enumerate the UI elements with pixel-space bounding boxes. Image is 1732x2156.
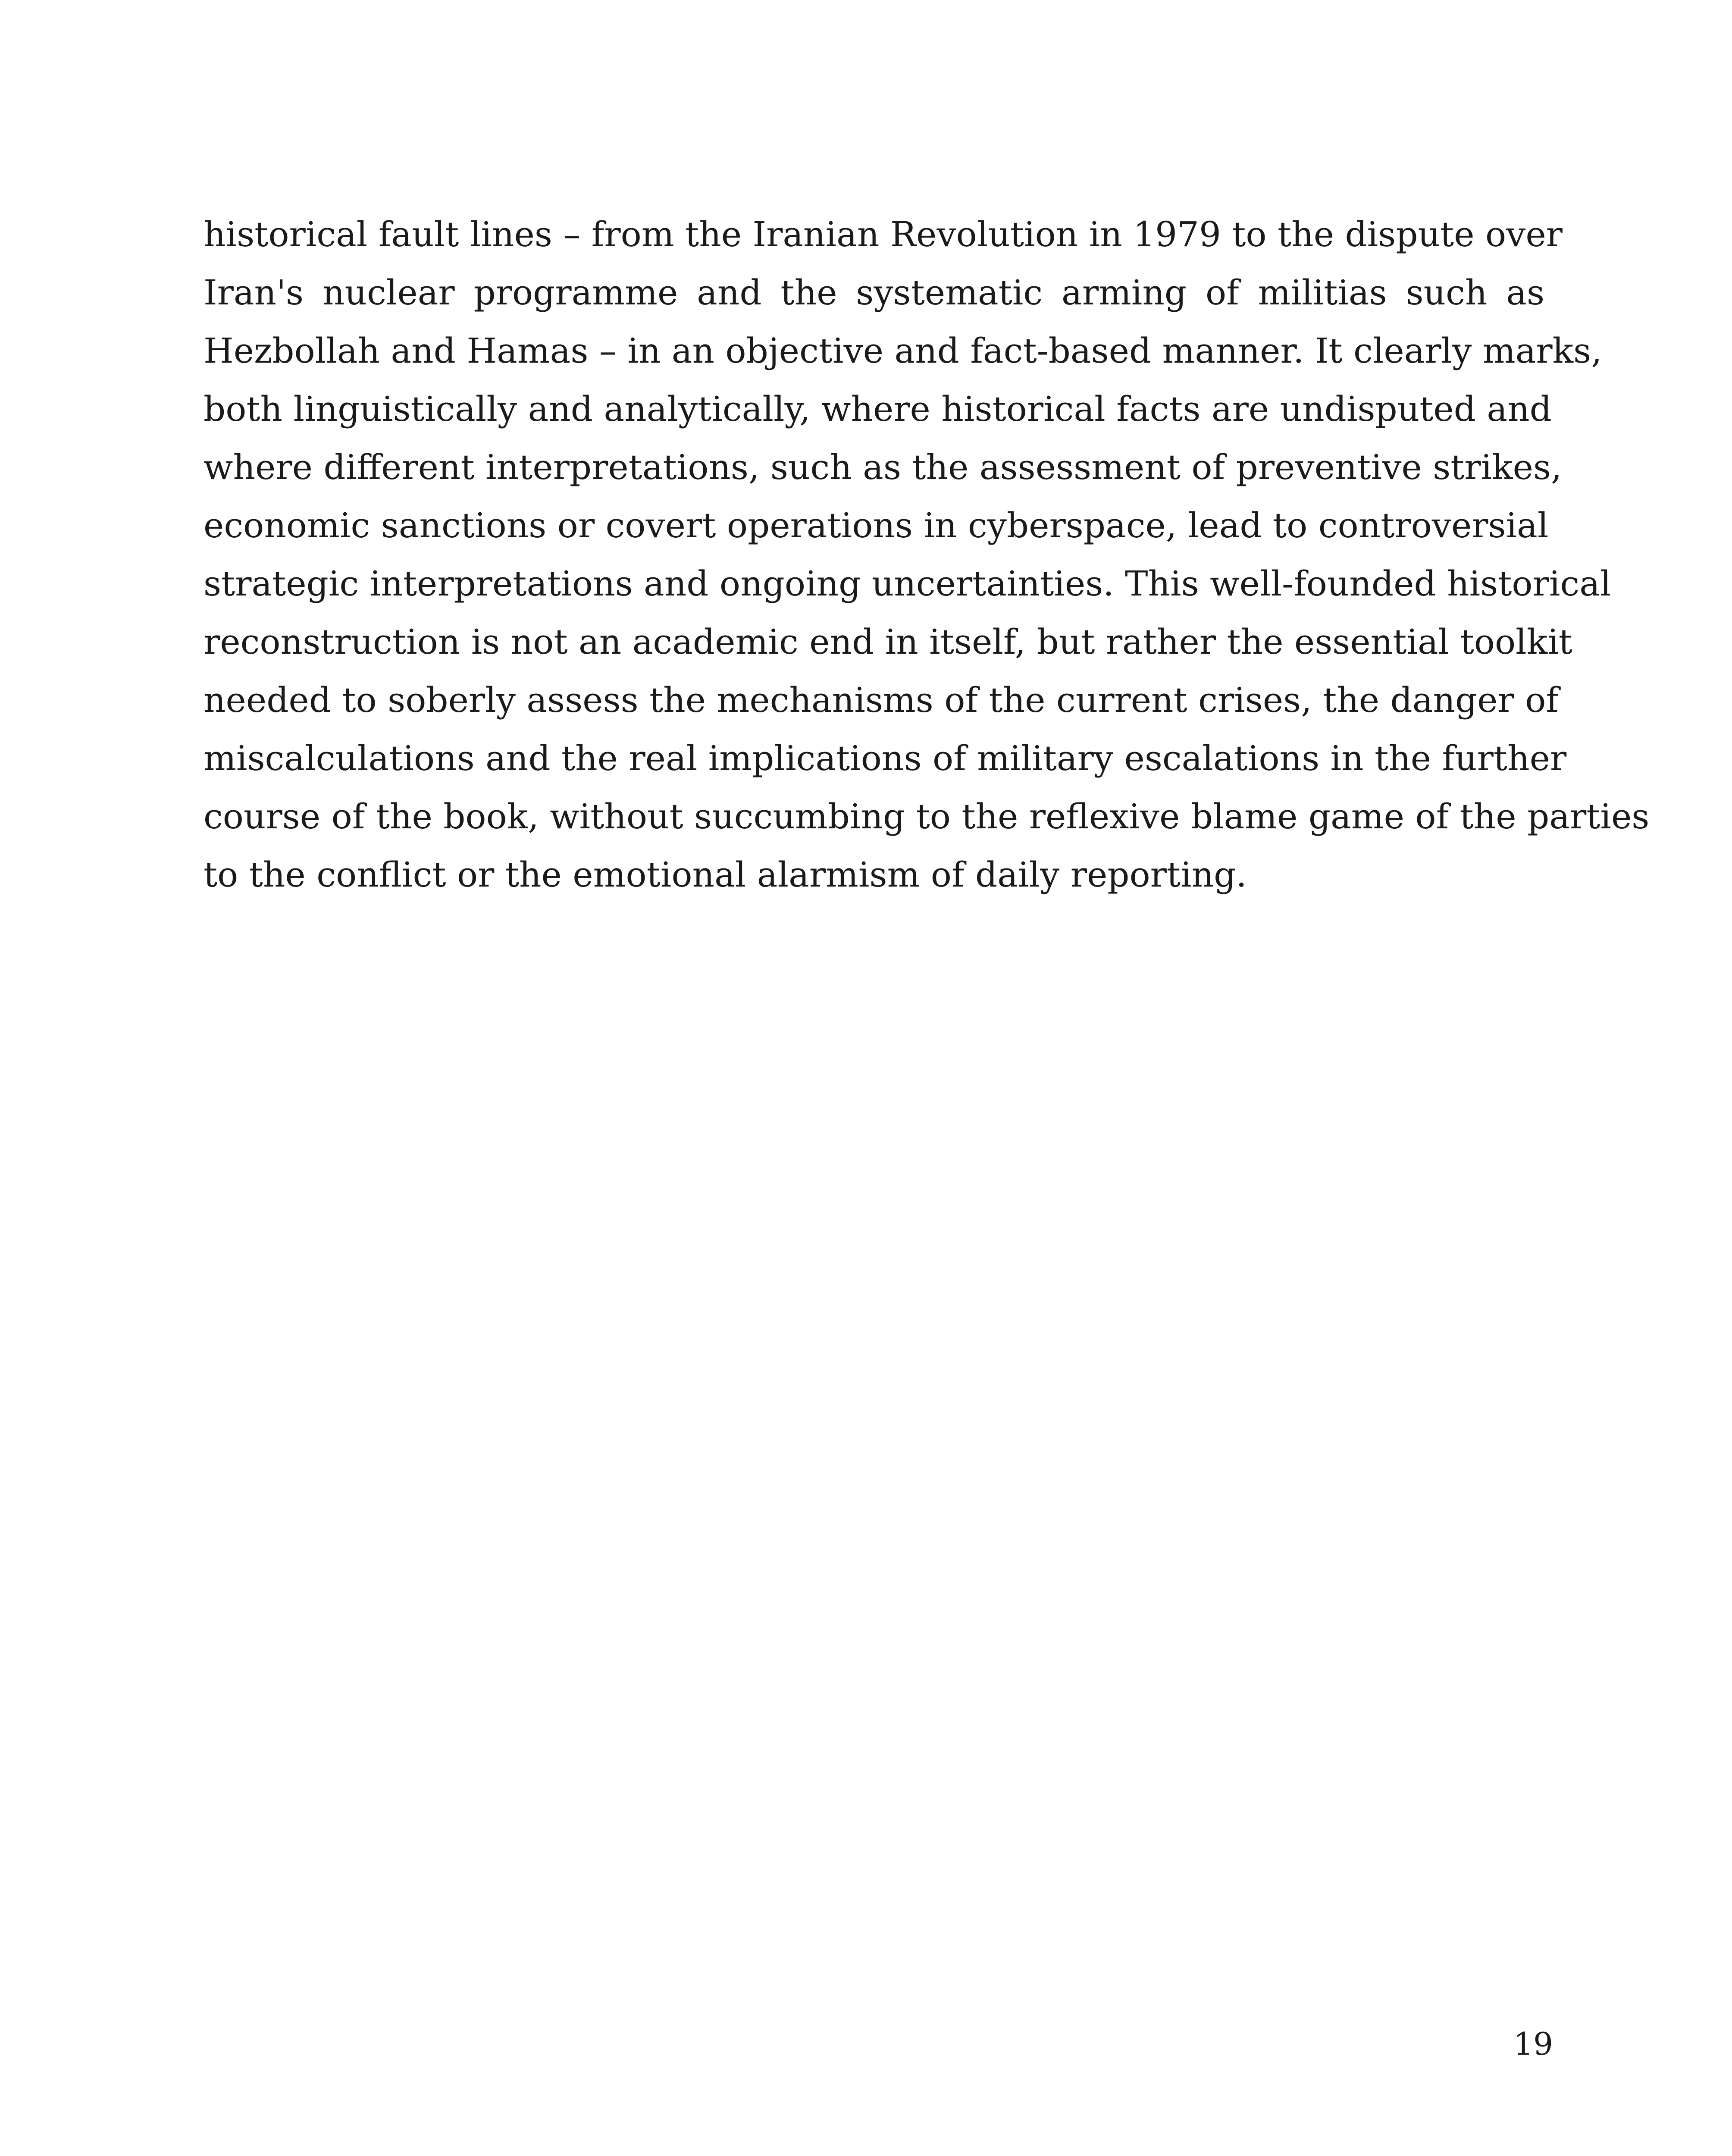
text-line: Hezbollah and Hamas – in an objective and fact-based manner. It clearly marks,	[204, 331, 1602, 371]
text-line: historical fault lines – from the Iranian Revolution in 1979 to the dispute over	[204, 214, 1563, 254]
page-number: 19	[1513, 2026, 1553, 2062]
text-line: miscalculations and the real implications of military escalations in the further	[204, 738, 1567, 778]
text-line: reconstruction is not an academic end in itself, but rather the essential toolkit	[204, 622, 1572, 662]
text-line: needed to soberly assess the mechanisms of the current crises, the danger of	[204, 680, 1559, 720]
text-line: both linguistically and analytically, where historical facts are undisputed and	[204, 389, 1552, 429]
text-line: course of the book, without succumbing to the reflexive blame game of the parties	[204, 796, 1650, 837]
text-line: Iran's nuclear programme and the systematic arming of militias such as	[204, 273, 1544, 313]
body-paragraph	[204, 205, 1650, 904]
text-line: strategic interpretations and ongoing uncertainties. This well-founded historical	[204, 564, 1611, 604]
text-line: to the conflict or the emotional alarmism of daily reporting.	[204, 855, 1247, 895]
text-line: economic sanctions or covert operations in cyberspace, lead to controversial	[204, 505, 1549, 545]
text-line: where different interpretations, such as the assessment of preventive strikes,	[204, 447, 1562, 487]
